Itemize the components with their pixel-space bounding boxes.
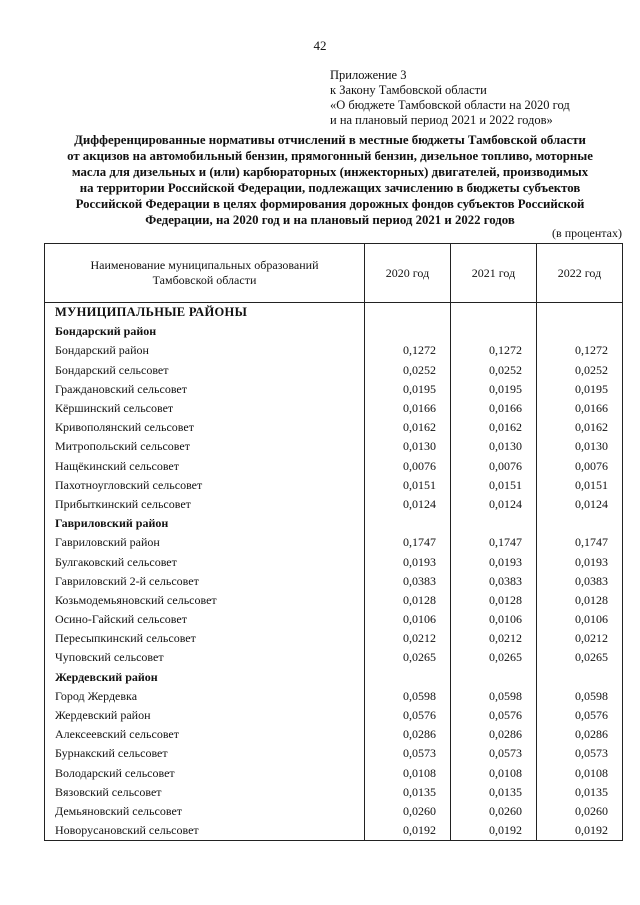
table-row xyxy=(45,495,623,514)
title-line: Дифференцированные нормативы отчислений в местные бюджеты Тамбовской области xyxy=(74,133,586,147)
row-name-cell: Бондарский район xyxy=(45,322,365,341)
row-name-cell: Володарский сельсовет xyxy=(45,764,365,783)
value-2022: 0,0260 xyxy=(537,802,623,821)
table-row xyxy=(45,552,623,571)
row-name-cell: Гавриловский район xyxy=(45,533,365,552)
header-2022: 2022 год xyxy=(537,244,623,303)
value-2021: 0,0192 xyxy=(451,821,537,841)
value-2022: 0,0108 xyxy=(537,764,623,783)
district-header-row xyxy=(45,514,623,533)
value-2022: 0,1747 xyxy=(537,533,623,552)
value-2021 xyxy=(451,514,537,533)
value-2021: 0,0135 xyxy=(451,783,537,802)
value-2021: 0,0124 xyxy=(451,495,537,514)
value-2021: 0,0106 xyxy=(451,610,537,629)
value-2022: 0,0076 xyxy=(537,457,623,476)
value-2020: 0,0573 xyxy=(365,744,451,763)
value-2021: 0,0576 xyxy=(451,706,537,725)
value-2020: 0,0166 xyxy=(365,399,451,418)
table-row xyxy=(45,591,623,610)
row-name-cell: МУНИЦИПАЛЬНЫЕ РАЙОНЫ xyxy=(45,303,365,323)
value-2022: 0,0212 xyxy=(537,629,623,648)
table-row xyxy=(45,361,623,380)
value-2020: 0,0108 xyxy=(365,764,451,783)
value-2020 xyxy=(365,668,451,687)
value-2022: 0,0106 xyxy=(537,610,623,629)
table-row xyxy=(45,706,623,725)
value-2021: 0,0076 xyxy=(451,457,537,476)
value-2022: 0,1272 xyxy=(537,341,623,360)
appendix-line: «О бюджете Тамбовской области на 2020 год xyxy=(330,98,570,112)
table-row xyxy=(45,783,623,802)
value-2022: 0,0193 xyxy=(537,552,623,571)
value-2022: 0,0124 xyxy=(537,495,623,514)
table-row xyxy=(45,399,623,418)
value-2020 xyxy=(365,322,451,341)
value-2022: 0,0573 xyxy=(537,744,623,763)
title-line: от акцизов на автомобильный бензин, прямогонный бензин, дизельное топливо, моторные xyxy=(67,149,593,163)
value-2021: 0,1272 xyxy=(451,341,537,360)
value-2021 xyxy=(451,322,537,341)
table-row xyxy=(45,533,623,552)
row-name-cell: Вязовский сельсовет xyxy=(45,783,365,802)
value-2020: 0,1272 xyxy=(365,341,451,360)
table-row xyxy=(45,380,623,399)
title-line: на территории Российской Федерации, подлежащих зачислению в бюджеты субъектов xyxy=(79,181,581,195)
row-name-cell: Город Жердевка xyxy=(45,687,365,706)
row-name-cell: Булгаковский сельсовет xyxy=(45,552,365,571)
row-name-cell: Осино-Гайский сельсовет xyxy=(45,610,365,629)
row-name-cell: Митропольский сельсовет xyxy=(45,437,365,456)
row-name-cell: Демьяновский сельсовет xyxy=(45,802,365,821)
document-title xyxy=(42,132,618,228)
value-2020: 0,0576 xyxy=(365,706,451,725)
row-name-cell: Чуповский сельсовет xyxy=(45,648,365,667)
row-name-cell: Кривополянский сельсовет xyxy=(45,418,365,437)
value-2020 xyxy=(365,303,451,323)
appendix-note xyxy=(330,68,570,128)
value-2020: 0,0106 xyxy=(365,610,451,629)
table-row xyxy=(45,764,623,783)
appendix-line: и на плановый период 2021 и 2022 годов» xyxy=(330,113,553,127)
value-2021: 0,0212 xyxy=(451,629,537,648)
value-2020: 0,0192 xyxy=(365,821,451,841)
value-2020: 0,0130 xyxy=(365,437,451,456)
value-2021: 0,0260 xyxy=(451,802,537,821)
value-2022: 0,0130 xyxy=(537,437,623,456)
table-row xyxy=(45,418,623,437)
table-body xyxy=(45,303,623,841)
row-name-cell: Кёршинский сельсовет xyxy=(45,399,365,418)
value-2020 xyxy=(365,514,451,533)
value-2020: 0,0598 xyxy=(365,687,451,706)
table-row xyxy=(45,648,623,667)
value-2021: 0,0252 xyxy=(451,361,537,380)
value-2021: 0,0286 xyxy=(451,725,537,744)
value-2021: 0,0166 xyxy=(451,399,537,418)
units-note: (в процентах) xyxy=(552,226,622,240)
row-name-cell: Козьмодемьяновский сельсовет xyxy=(45,591,365,610)
value-2022 xyxy=(537,303,623,323)
value-2022 xyxy=(537,668,623,687)
table-row xyxy=(45,610,623,629)
value-2020: 0,0212 xyxy=(365,629,451,648)
row-name-cell: Жердевский район xyxy=(45,668,365,687)
value-2020: 0,0193 xyxy=(365,552,451,571)
value-2021: 0,0383 xyxy=(451,572,537,591)
value-2021 xyxy=(451,668,537,687)
table-row xyxy=(45,341,623,360)
title-line: Российской Федерации в целях формирования дорожных фондов субъектов Российской xyxy=(75,197,585,211)
header-municipality-line2: Тамбовской области xyxy=(152,273,257,287)
row-name-cell: Новорусановский сельсовет xyxy=(45,821,365,841)
value-2022: 0,0162 xyxy=(537,418,623,437)
value-2020: 0,0252 xyxy=(365,361,451,380)
value-2021: 0,0130 xyxy=(451,437,537,456)
value-2022: 0,0151 xyxy=(537,476,623,495)
row-name-cell: Алексеевский сельсовет xyxy=(45,725,365,744)
value-2021: 0,0195 xyxy=(451,380,537,399)
value-2022: 0,0252 xyxy=(537,361,623,380)
row-name-cell: Граждановский сельсовет xyxy=(45,380,365,399)
header-2020: 2020 год xyxy=(365,244,451,303)
value-2021: 0,0108 xyxy=(451,764,537,783)
appendix-line: к Закону Тамбовской области xyxy=(330,83,487,97)
row-name-cell: Бондарский район xyxy=(45,341,365,360)
value-2020: 0,0124 xyxy=(365,495,451,514)
table-row xyxy=(45,821,623,841)
value-2021: 0,0162 xyxy=(451,418,537,437)
district-header-row xyxy=(45,668,623,687)
title-line: Федерации, на 2020 год и на плановый период 2021 и 2022 годов xyxy=(145,213,515,227)
table-row xyxy=(45,572,623,591)
row-name-cell: Пахотноугловский сельсовет xyxy=(45,476,365,495)
value-2021: 0,0151 xyxy=(451,476,537,495)
value-2022 xyxy=(537,322,623,341)
district-header-row xyxy=(45,322,623,341)
table-row xyxy=(45,629,623,648)
title-line: масла для дизельных и (или) карбюраторных (инжекторных) двигателей, производимых xyxy=(71,165,589,179)
value-2022: 0,0576 xyxy=(537,706,623,725)
header-2021: 2021 год xyxy=(451,244,537,303)
section-header-row xyxy=(45,303,623,323)
page-number: 42 xyxy=(313,38,327,53)
value-2021: 0,0265 xyxy=(451,648,537,667)
header-municipality xyxy=(45,244,365,303)
value-2020: 0,0076 xyxy=(365,457,451,476)
appendix-line: Приложение 3 xyxy=(330,68,407,82)
row-name-cell: Пересыпкинский сельсовет xyxy=(45,629,365,648)
value-2022: 0,0135 xyxy=(537,783,623,802)
value-2021: 0,0598 xyxy=(451,687,537,706)
value-2020: 0,0151 xyxy=(365,476,451,495)
value-2020: 0,0260 xyxy=(365,802,451,821)
value-2020: 0,0162 xyxy=(365,418,451,437)
table-row xyxy=(45,457,623,476)
value-2022: 0,0286 xyxy=(537,725,623,744)
row-name-cell: Прибыткинский сельсовет xyxy=(45,495,365,514)
value-2020: 0,0128 xyxy=(365,591,451,610)
row-name-cell: Жердевский район xyxy=(45,706,365,725)
table-row xyxy=(45,802,623,821)
value-2022: 0,0192 xyxy=(537,821,623,841)
norms-table xyxy=(44,243,623,841)
value-2020: 0,0135 xyxy=(365,783,451,802)
value-2022 xyxy=(537,514,623,533)
row-name-cell: Гавриловский 2-й сельсовет xyxy=(45,572,365,591)
value-2020: 0,1747 xyxy=(365,533,451,552)
table-row xyxy=(45,437,623,456)
value-2021: 0,1747 xyxy=(451,533,537,552)
row-name-cell: Бурнакский сельсовет xyxy=(45,744,365,763)
value-2022: 0,0598 xyxy=(537,687,623,706)
value-2020: 0,0195 xyxy=(365,380,451,399)
table-row xyxy=(45,725,623,744)
table-row xyxy=(45,744,623,763)
value-2020: 0,0286 xyxy=(365,725,451,744)
value-2020: 0,0383 xyxy=(365,572,451,591)
header-municipality-line1: Наименование муниципальных образований xyxy=(90,258,319,272)
table-row xyxy=(45,687,623,706)
value-2021: 0,0128 xyxy=(451,591,537,610)
value-2022: 0,0128 xyxy=(537,591,623,610)
value-2021: 0,0193 xyxy=(451,552,537,571)
value-2021: 0,0573 xyxy=(451,744,537,763)
value-2020: 0,0265 xyxy=(365,648,451,667)
row-name-cell: Гавриловский район xyxy=(45,514,365,533)
row-name-cell: Нащёкинский сельсовет xyxy=(45,457,365,476)
value-2022: 0,0195 xyxy=(537,380,623,399)
value-2022: 0,0265 xyxy=(537,648,623,667)
table-header-row xyxy=(45,244,623,303)
table-row xyxy=(45,476,623,495)
row-name-cell: Бондарский сельсовет xyxy=(45,361,365,380)
value-2022: 0,0383 xyxy=(537,572,623,591)
value-2021 xyxy=(451,303,537,323)
value-2022: 0,0166 xyxy=(537,399,623,418)
